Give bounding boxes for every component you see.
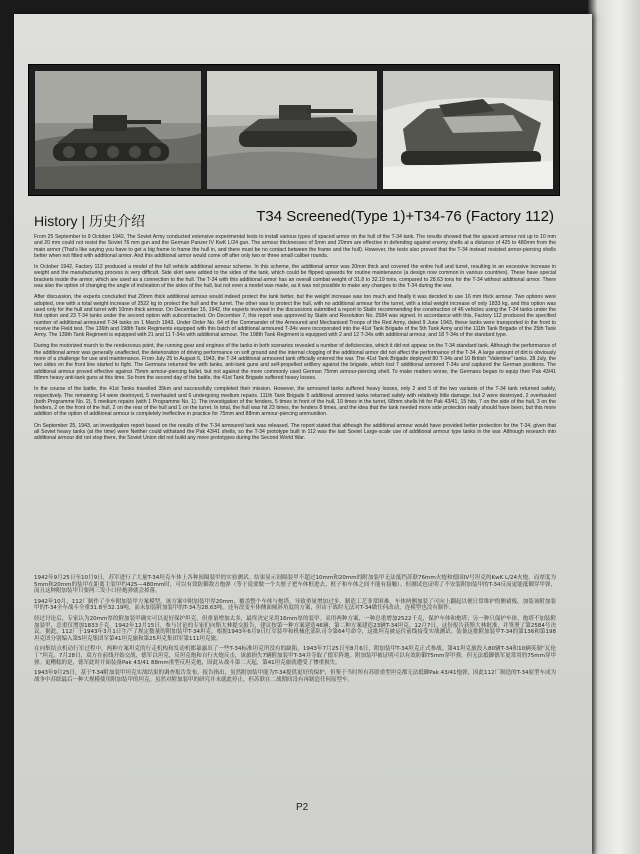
tank-photo-center [207, 71, 377, 189]
chinese-paragraph: 1942年10月，112厂制作了全车附加装甲方案模型。该方案中附加装甲厚20mm，覆盖整个车体与炮塔，导致重量增加过多，制造工艺非常困难。车体两侧加装了可向上翻起以便日常维护的侧裙板。加装该附加装甲的T-34全车战斗全重31.8至32.19吨，而未加装附加装甲的T-34为28.63吨。还有改变车体侧面倾斜角度的方案，但由于战时无法对T-34做任何改动，连模型也没有制作。 [34, 598, 556, 612]
section-header [28, 208, 558, 234]
paragraph: From 25 September to 9 October 1942, The Soviet Army conducted extensive experimental tests to install various types of spaced armor on the hull of the T-34 tank. The results showed that the spaced armour not up to 10 mm and 20 mm could not resist the Soviet 76 mm gun and the German Panzer IV KwK L/24 gun. The armour thicknesses of 5mm and 20mm are effective in defending against enemy shells at a distance of 425 to 480mm from the main armor (That's like saying you have to get a big frame to frame the hull in, and there must be no contact between the frame and the hull). However, the tests also proved that the T-34 instead resisted armor-piercing shells better when not fitted with additional armor. And this additional armor would come off after only two or three small caliber rounds. [34, 234, 556, 259]
tank-photo-right [383, 71, 553, 189]
article-title: T34 Screened(Type 1)+T34-76 (Factory 112) [256, 208, 554, 225]
paragraph: On September 25, 1943, an investigation report based on the results of the T-34 armoured tank was released. The report stated that although the additional armour would have provided better protection for the T-34, given that all Soviet heavy tanks (at the time) were Neither could withstand the Pak 43/41 shells, so the T-34 prototype built in 112 was the last Soviet Large-scale use of additional armour type tanks in the war. Although research into additional armour did not stop there, the Soviet Union did not build any more prototypes during the Second World War. [34, 422, 556, 442]
paragraph: After discussion, the experts concluded that 20mm thick additional armour would indeed protect the tank better, but the weight increase was too much and finally it was decided to use 16 mm thick armour. Two options were adopted, one with a total weight increase of 2522 kg to protect the hull and the turret. The other was to protect the hull, with no additional armour for the turret, with a total weight increase of only 1833 kg, and this option was used only for the hull and turret with 10mm thick armour. On December 15, 1942, the experts involved in the discussions submitted a report to Stalin recommending the construction of 46 vehicles using the T-34 tanks under the first option and 23 T-34 tanks under the second option with subcontracted. On December 7, this report was approved by Stalin and Resolution No. 2584 was signed. In accordance with this, Factory 112 produced the specified number of additional armoured T-34 tanks on 1 March 1943. Under Order No. 64 of the Commander of the Armoured and Mechanised Troops of the Red Army, dated 9 June 1943, these tanks were transported to the front to receive the Field test. The 136th and 198th Tank Regiments equipped with this batch of additional armoured T-34s were incorporated into the 41st Tank Brigade of the 5th Tank Army and the 111th Tank Brigade of the 25th Tank Army. The 139th Tank Regiment is equipped with 21 and 11 T-34s with additional armour. The 198th Tank Regiment is equipped with 2 and 12 T-34s with additional armour, and 18 T-34s of the standard type. [34, 294, 556, 339]
chinese-paragraph: 1942年9月25日至10月9日，苏军进行了大量T-34坦克车体上各种间隔装甲的实验测试。结果显示间隔装甲不超过10mm和20mm的附加装甲无法抵挡苏联76mm火炮和德国IV号坦克的KwK L/24火炮。而厚度为5mm和20mm的装甲在距离主装甲约425—480mm时，可以有效防御敌方炮弹（等于说要做一个大框子把车体框进去，框子和车体之间不能有接触）。但测试也证明了不安装附加装甲的T-34反而更能抵御穿甲弹，而且这种附加装甲只要两三发小口径炮弹就会掉落。 [34, 575, 556, 595]
chinese-paragraph: 1943年9月25日，基于T-34附加装甲坦克实战结果的调查报告发布。报告指出，虽然附加装甲能为T-34提供更好的保护，但鉴于当时所有苏联重型坦克都无法抵御Pak 43/41炮弹，因此112厂制造的T-34原型车成为战争中苏联最后一种大规模使用附加装甲的坦克。虽然对附加装甲的研究并未就此停止，但苏联在二战期间没有再制造任何原型车。 [34, 670, 556, 683]
section-title: History | 历史介绍 [34, 213, 145, 229]
chinese-paragraph: 经过讨论后，专家认为20mm厚的附加装甲确实可以更好保护坦克，但重量增加太多，最终决定采用16mm厚的装甲。采用两种方案，一种总重增加2522千克，保护车体和炮塔；另一种只保护车体，炮塔不加装附加装甲，总重仅增加1833千克。1942年12月15日，参与讨论的专家们向斯大林提交报告，建议按第一种方案建造46辆、第二种方案建造23辆T-34坦克。12月7日，这份报告获斯大林批准，并签署了第2584号决议。据此，112厂于1943年3月1日生产了规定数量的附加装甲T-34坦克。根据1943年6月9日红军装甲和机械化部队司令第64号命令，这批坦克被运往前线接受实战测试。装备这批附加装甲T-34的第136和第198坦克团分别编入第5坦克集团军第41坦克旅和第25坦克集团军第111坦克旅。 [34, 615, 556, 642]
paragraph: In October 1942, Factory 112 produced a model of the full vehicle additional armour scheme. In this scheme, the additional armor was 20mm thick and covered the entire hull and turret, resulting in an excessive increase in weight and the manufacturing process is very difficult. Side skirt were added to the sides of the tank, which could be flipped upwards for routine maintenance (a design now common in various countries). These have special brackets inside the armor, which are used as a connection to the hull. The T-34 with this additional armor has an overall combat weight of 31.8 to 32.19 tons, compared to 28.63 tons for the T-34 without additional armor. There was also the option of changing the angle of inclination of the sides of the hull, but not even a model was made, as it was not possible to make any changes to the T-34 during the war. [34, 264, 556, 290]
photo-strip [28, 64, 560, 196]
paragraph: In the course of the battle, the 41st Tanks travelled 35km and successfully completed their mission. However, the armoured tanks suffered heavy losses, only 2 and 5 of the two variants of the T-34 tank returned safely, respectively. The remaining 14 were destroyed, 5 overhauled and 6 undergoing medium repairs. 111th Tank Brigade 5 additional armored tanks returned safely with relatively little damage, but 2 were destroyed, 2 overhauled (both Programme No. 2), 5 medium repairs (with 1 Programme No. 1). The investigation of the fenders, 5 times in front of the hull, 10 times in the turret, 68mm shells hit for Pak 43/41, 15 hits, 7 on the side of the hull, 3 on the fenders, 2 on the front of the hull, 2 on the rear of the hull and 1 on the turret. In total, the hull was hit 23 times, the fenders 8 times, and the idea that the tank needed more side protection really should have been, but this more addition of the option of additional armour is completely ineffective in practice for 75mm and 88mm armour-piercing ammunition. [34, 386, 556, 418]
page-number: P2 [296, 802, 309, 813]
chinese-text [34, 575, 556, 687]
tank-photo-left [35, 71, 201, 189]
background-right-page [588, 0, 640, 854]
paragraph: During the motorized march to the rendezvous point, the running gear and engines of the tanks in both scenarios revealed a number of deficiencies, which it did not appear on the T-34 standard tank. Although the performance of the additional armor was generally unaffected, the deterioration of driving performance on soft ground and the internal clogging of the additional armor did not affect the performance of the T-34. A large amount of dirt is obviously more of a challenge for use and maintenance. From July 25 to August 6, 1943, the T-34 additional armoured tank officially entered the war. The 41st Tank Brigade deployed 80 T-34s and 10 British "Valentine" tanks. 28 July, the two sides on the front line started to fight. The Germans returned fire with tanks, anti-tank guns and self-propelled artillery against the brigade, which lost 7 additional armored T-34s and captured the German positions. The additional armour proved effective against 75mm armour-piercing bullet, but not against the more commonly used German 75mm armour-piercing shell. To make matters worse, the Germans began to equip their Pak 43/41 88mm heavy anti-tank guns at this time. So from the second day of the battle, the 41st Tank Brigade suffered heavy losses. [34, 343, 556, 381]
chinese-paragraph: 在向集结点机动行军过程中，两种方案坦克的行走机构和发动机都暴露出了一些T-34标准坦克所没有的缺陷。1943年7月25日至8月6日，附加装甲T-34坦克正式参战。第41坦克旅投入80辆T-34和10辆英制“瓦伦丁”坦克。7月28日，双方在前线开始交战，德军以坦克、反坦克炮和自行火炮反击，该旅损失7辆附加装甲T-34并夺取了德军阵地。附加装甲被证明可以有效防御75mm穿甲弹，但无法抵御德军更常用的75mm穿甲弹。更糟糕的是，德军此时开始装备Pak 43/41 88mm重型反坦克炮，因此从战斗第二天起，第41坦克旅就遭受了惨重损失。 [34, 646, 556, 666]
english-text [34, 234, 556, 447]
